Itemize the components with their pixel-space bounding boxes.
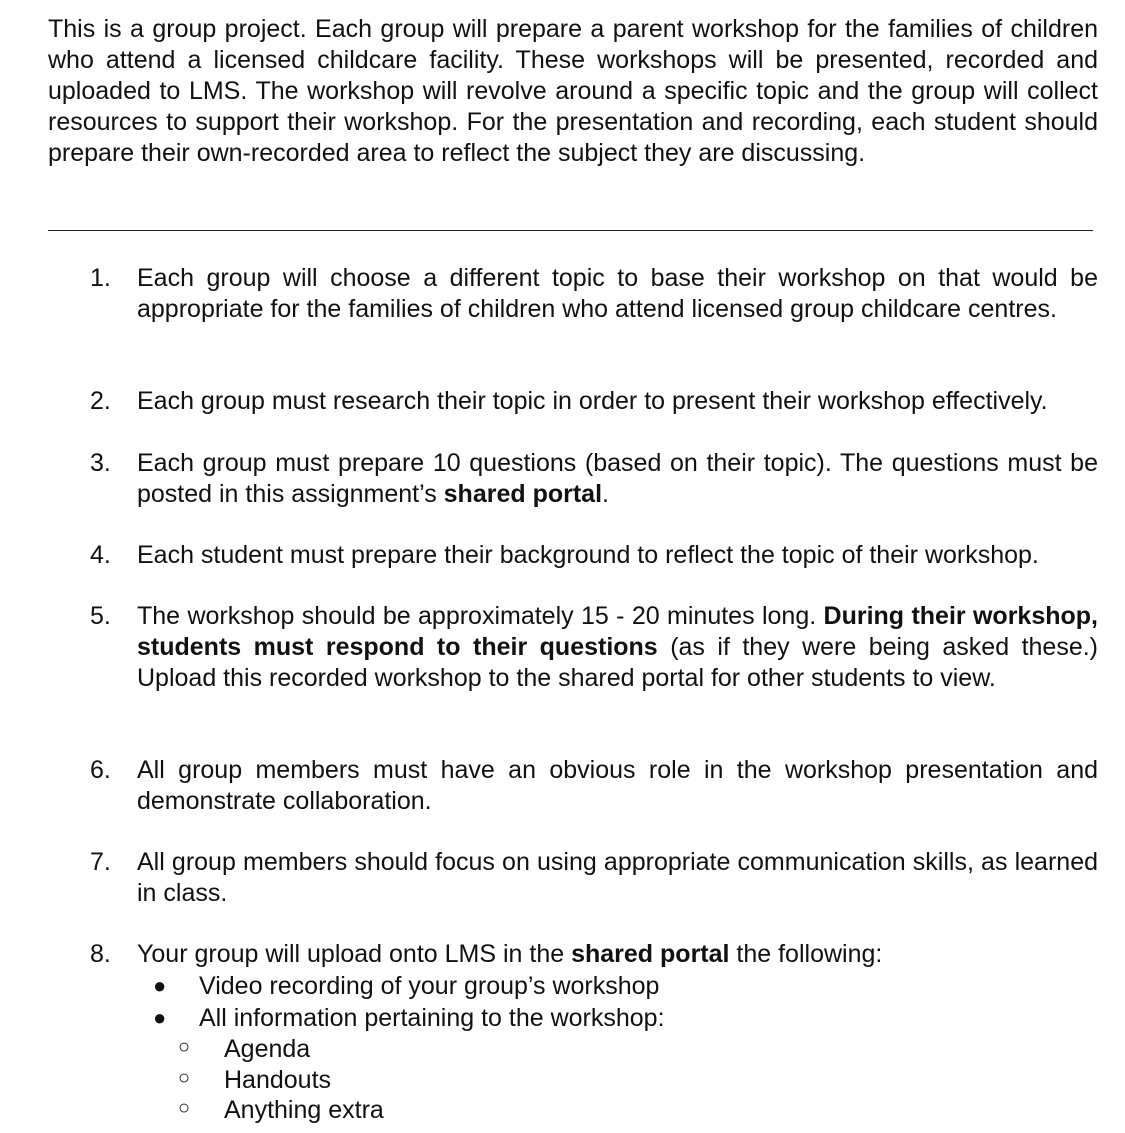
list-text: Your group will upload onto LMS in the shared portal the following: <box>137 940 883 968</box>
list-text: Each student must prepare their background to reflect the topic of their workshop. <box>137 541 1039 569</box>
shared-portal-bold: shared portal <box>571 940 730 968</box>
list-number: 2. <box>90 387 111 415</box>
circle-bullet-icon: ○ <box>178 1097 191 1119</box>
emphasis-bold: During their workshop, students must respond to their questions <box>137 602 1098 661</box>
divider <box>48 230 1093 231</box>
list-number: 3. <box>90 449 111 477</box>
list-item-5 <box>90 601 1098 694</box>
list-text: All group members must have an obvious role in the workshop presentation and demonstrate collaboration. <box>137 756 1098 815</box>
list-item-1 <box>90 263 1098 325</box>
list-item-6 <box>90 755 1098 817</box>
list-item-2 <box>90 386 1098 417</box>
bullet-item: Video recording of your group’s workshop <box>199 972 660 1000</box>
list-item-4 <box>90 540 1098 571</box>
list-text: All group members should focus on using appropriate communication skills, as learned in class. <box>137 848 1098 907</box>
list-text: Each group must prepare 10 questions (based on their topic). The questions must be posted in this assignment’s shared portal. <box>137 449 1098 508</box>
bullet-icon: ● <box>153 973 167 998</box>
list-number: 1. <box>90 264 111 292</box>
list-number: 8. <box>90 940 111 968</box>
list-number: 4. <box>90 541 111 569</box>
list-item-8 <box>90 939 1098 970</box>
circle-bullet-icon: ○ <box>178 1036 191 1058</box>
circle-bullet-icon: ○ <box>178 1067 191 1089</box>
list-item-3 <box>90 448 1098 510</box>
bullet-item: All information pertaining to the workshop: <box>199 1004 665 1032</box>
sub-bullet-item: Agenda <box>224 1035 311 1063</box>
list-number: 7. <box>90 848 111 876</box>
intro-paragraph: This is a group project. Each group will prepare a parent workshop for the families of children who attend a licensed childcare facility. These workshops will be presented, recorded and uploaded to LMS. The workshop will revolve around a specific topic and the group will collect resources to support their workshop. For the presentation and recording, each student should prepare their own-recorded area to reflect the subject they are discussing. <box>48 15 1098 167</box>
bullet-icon: ● <box>153 1005 167 1030</box>
list-text: The workshop should be approximately 15 - 20 minutes long. During their workshop, students must respond to their questions (as if they were being asked these.) Upload this recorded workshop to the shared portal for other students to view. <box>137 602 1098 692</box>
sub-bullet-item: Anything extra <box>224 1096 384 1124</box>
list-number: 5. <box>90 602 111 630</box>
list-text: Each group must research their topic in order to present their workshop effectively. <box>137 387 1048 415</box>
shared-portal-bold: shared portal <box>443 480 603 508</box>
sub-bullet-item: Handouts <box>224 1066 332 1094</box>
list-text: Each group will choose a different topic to base their workshop on that would be appropriate for the families of children who attend licensed group childcare centres. <box>137 264 1098 323</box>
list-number: 6. <box>90 756 111 784</box>
list-item-7 <box>90 847 1098 909</box>
